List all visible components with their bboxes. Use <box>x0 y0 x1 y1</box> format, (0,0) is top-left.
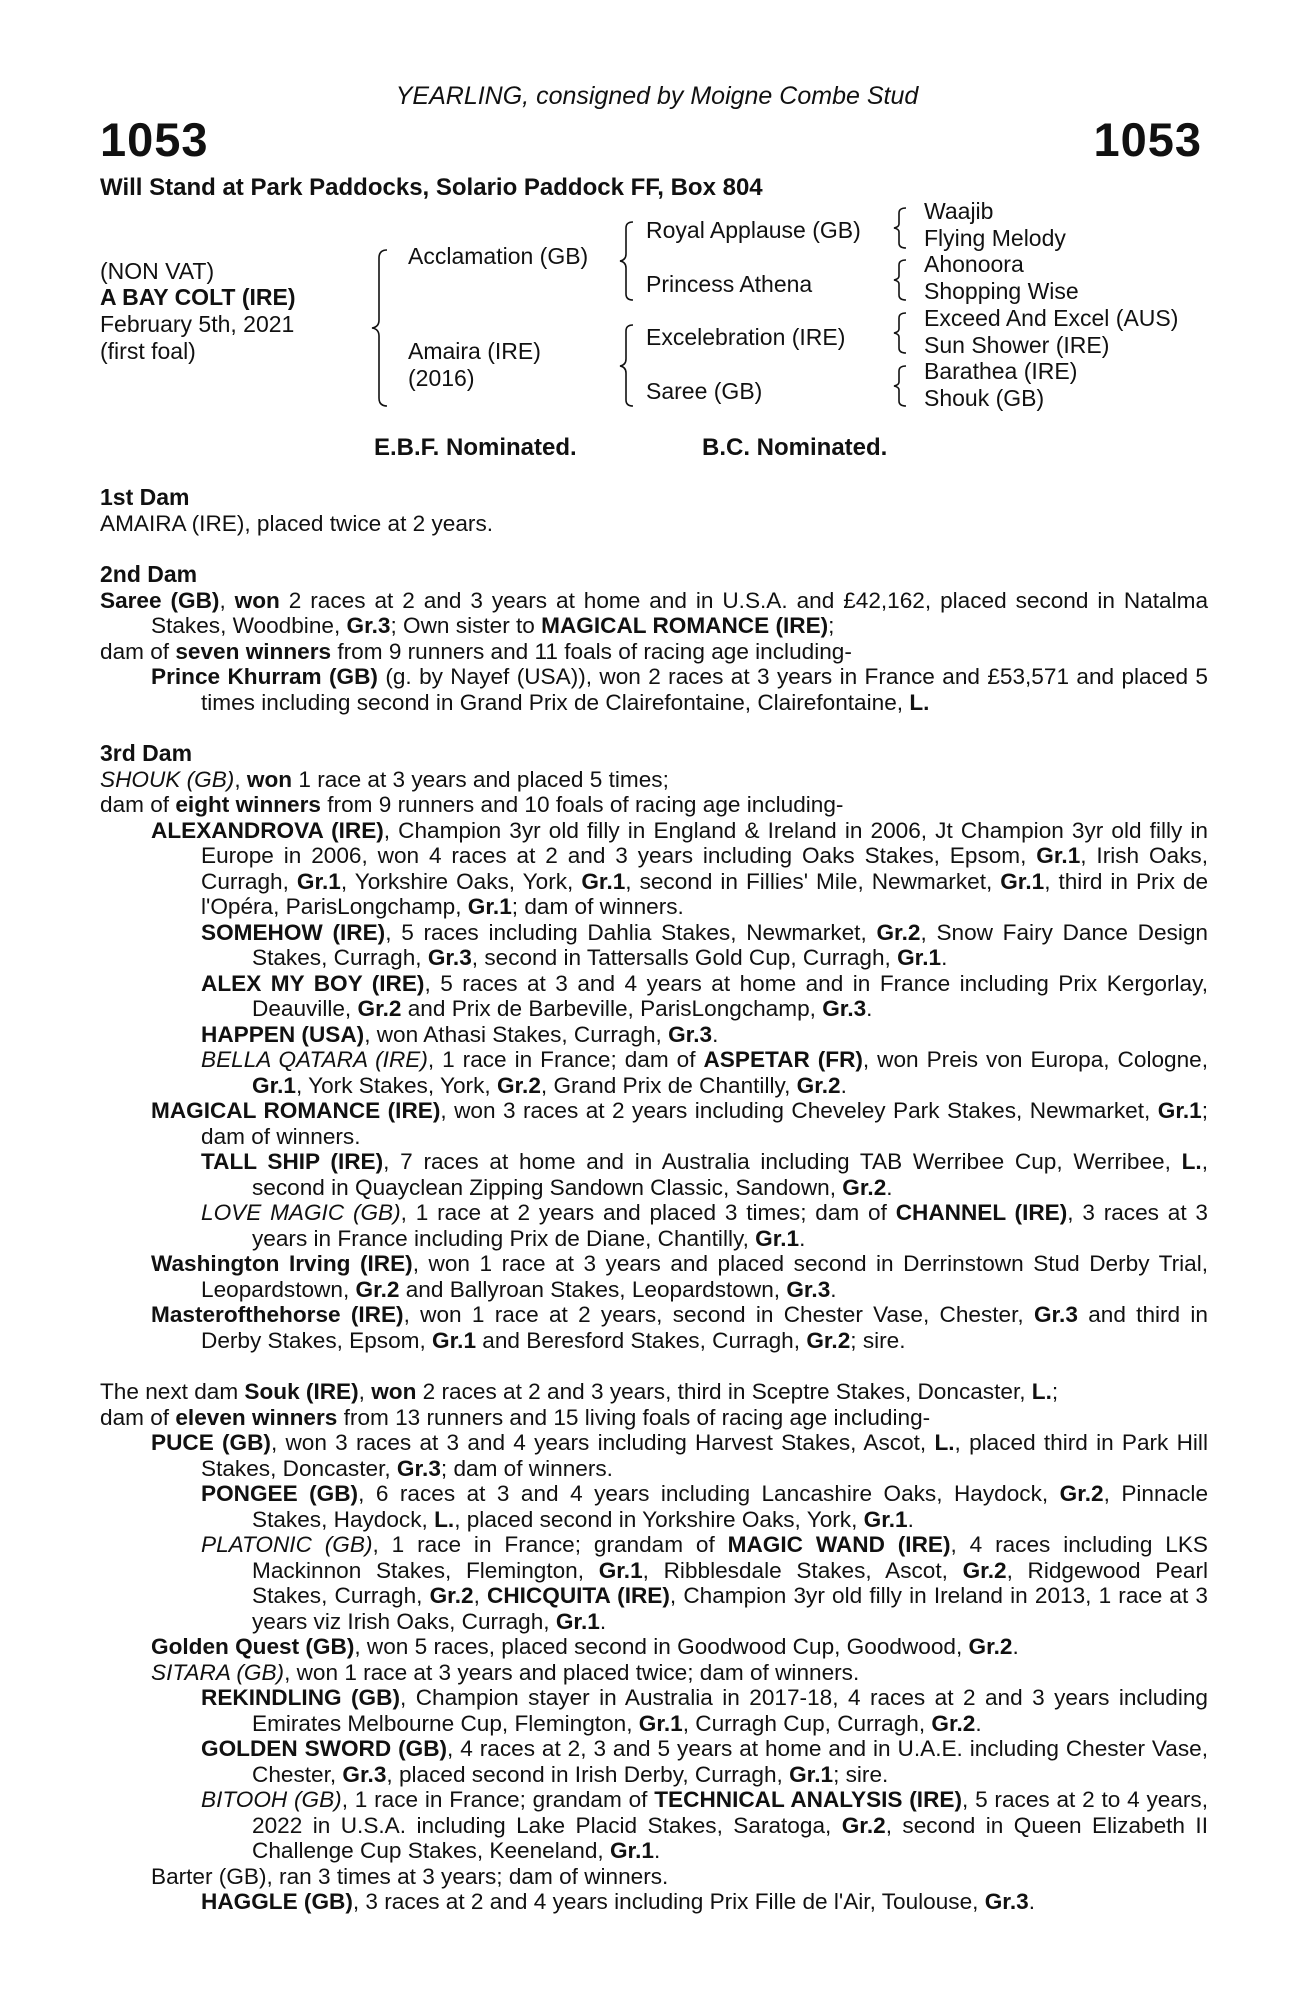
brace-g3-3 <box>892 311 908 355</box>
progeny-platonic: PLATONIC (GB), 1 race in France; grandam of MAGIC WAND (IRE), 4 races including LKS Mackinnon Stakes, Flemington, Gr.1, Ribblesdale Stakes, Ascot, Gr.2, Ridgewood Pearl Stakes, Curragh, Gr.2, CHICQUITA (IRE), Champion 3yr old filly in Ireland in 2013, 1 race at 3 years viz Irish Oaks, Curragh, Gr.1. <box>201 1532 1208 1634</box>
progeny-golden-sword: GOLDEN SWORD (GB), 4 races at 2, 3 and 5 years at home and in U.A.E. including Chester Vase, Chester, Gr.3, placed second in Irish Derby, Curragh, Gr.1; sire. <box>201 1736 1208 1787</box>
brace-g3-4 <box>892 364 908 408</box>
third-dam-progeny: dam of eight winners from 9 runners and 10 foals of racing age including- <box>100 792 844 817</box>
brace-main <box>370 248 390 408</box>
brace-g3-2 <box>892 258 908 302</box>
first-dam-heading: 1st Dam <box>100 484 190 510</box>
next-dam-progeny: dam of eleven winners from 13 runners and 15 living foals of racing age including- <box>100 1404 931 1430</box>
progeny-bella-qatara: BELLA QATARA (IRE), 1 race in France; dam of ASPETAR (FR), won Preis von Europa, Cologne, Gr.1, York Stakes, York, Gr.2, Grand Prix de Chantilly, Gr.2. <box>201 1047 1209 1098</box>
progeny-masterofthehorse: Masterofthehorse (IRE), won 1 race at 2 years, second in Chester Vase, Chester, Gr.3 and third in Derby Stakes, Epsom, Gr.1 and Beresford Stakes, Curragh, Gr.2; sire. <box>151 1302 1208 1353</box>
progeny-golden-quest: Golden Quest (GB), won 5 races, placed second in Goodwood Cup, Goodwood, Gr.2. <box>151 1634 1019 1659</box>
progeny-magical-romance: MAGICAL ROMANCE (IRE), won 3 races at 2 years including Cheveley Park Stakes, Newmarket, Gr.1; dam of winners. <box>151 1098 1208 1149</box>
progeny-tall-ship: TALL SHIP (IRE), 7 races at home and in Australia including TAB Werribee Cup, Werribee, L., second in Quayclean Zipping Sandown Classic, Sandown, Gr.2. <box>201 1149 1208 1200</box>
second-dam-heading: 2nd Dam <box>100 561 198 587</box>
progeny-alexandrova: ALEXANDROVA (IRE), Champion 3yr old filly in England & Ireland in 2006, Jt Champion 3yr old filly in Europe in 2006, won 4 races at 2 and 3 years including Oaks Stakes, Epsom, Gr.1, Irish Oaks, Curragh, Gr.1, Yorkshire Oaks, York, Gr.1, second in Fillies' Mile, Newmarket, Gr.1, third in Prix de l'Opéra, ParisLongchamp, Gr.1; dam of winners. <box>151 817 1209 919</box>
second-dam-entry: Saree (GB), won 2 races at 2 and 3 years at home and in U.S.A. and £42,162, placed second in Natalma Stakes, Woodbine, Gr.3; Own sister to MAGICAL ROMANCE (IRE); <box>100 587 1209 638</box>
progeny-happen: HAPPEN (USA), won Athasi Stakes, Curragh, Gr.3. <box>201 1021 719 1047</box>
third-dam-heading: 3rd Dam <box>100 740 193 766</box>
dam-year: (2016) <box>408 365 475 391</box>
ancestor-waajib: Waajib <box>924 198 994 224</box>
sire-name: Acclamation (GB) <box>408 243 589 269</box>
horse-note: (first foal) <box>100 338 196 364</box>
first-dam-text: AMAIRA (IRE), placed twice at 2 years. <box>100 510 494 536</box>
pedigree-table <box>100 198 1220 438</box>
horse-dob: February 5th, 2021 <box>100 311 295 337</box>
brace-sire <box>618 220 636 302</box>
granddam-1: Princess Athena <box>646 271 813 297</box>
progeny-haggle: HAGGLE (GB), 3 races at 2 and 4 years including Prix Fille de l'Air, Toulouse, Gr.3. <box>201 1889 1035 1914</box>
lot-number-right: 1053 <box>1093 113 1202 166</box>
progeny-puce: PUCE (GB), won 3 races at 3 and 4 years including Harvest Stakes, Ascot, L., placed third in Park Hill Stakes, Doncaster, Gr.3; dam of winners. <box>151 1430 1208 1481</box>
ancestor-barathea: Barathea (IRE) <box>924 358 1078 384</box>
progeny-love-magic: LOVE MAGIC (GB), 1 race at 2 years and placed 3 times; dam of CHANNEL (IRE), 3 races at 3 years in France including Prix de Diane, Chantilly, Gr.1. <box>201 1200 1208 1251</box>
stand-info: Will Stand at Park Paddocks, Solario Paddock FF, Box 804 <box>100 174 763 201</box>
progeny-bitooh: BITOOH (GB), 1 race in France; grandam of TECHNICAL ANALYSIS (IRE), 5 races at 2 to 4 years, 2022 in U.S.A. including Lake Placid Stakes, Saratoga, Gr.2, second in Queen Elizabeth II Challenge Cup Stakes, Keeneland, Gr.1. <box>201 1787 1208 1863</box>
progeny-alex-my-boy: ALEX MY BOY (IRE), 5 races at 3 and 4 years at home and in France including Prix Kergorlay, Deauville, Gr.2 and Prix de Barbeville, ParisLongchamp, Gr.3. <box>201 970 1208 1021</box>
ancestor-ahonoora: Ahonoora <box>924 251 1024 277</box>
grandsire-1: Royal Applause (GB) <box>646 217 861 243</box>
progeny-pongee: PONGEE (GB), 6 races at 3 and 4 years including Lancashire Oaks, Haydock, Gr.2, Pinnacle Stakes, Haydock, L., placed second in Yorkshire Oaks, York, Gr.1. <box>201 1481 1209 1532</box>
progeny-somehow: SOMEHOW (IRE), 5 races including Dahlia Stakes, Newmarket, Gr.2, Snow Fairy Dance Design Stakes, Curragh, Gr.3, second in Tattersalls Gold Cup, Curragh, Gr.1. <box>201 919 1208 970</box>
lot-number-left: 1053 <box>100 113 209 166</box>
ebf-nomination: E.B.F. Nominated. <box>374 434 577 461</box>
ancestor-sun-shower: Sun Shower (IRE) <box>924 332 1110 358</box>
brace-dam <box>618 323 636 408</box>
granddam-2: Saree (GB) <box>646 378 763 404</box>
horse-name: A BAY COLT (IRE) <box>100 284 296 310</box>
bc-nomination: B.C. Nominated. <box>702 434 888 461</box>
ancestor-flying-melody: Flying Melody <box>924 225 1066 251</box>
brace-g3-1 <box>892 206 908 250</box>
next-dam-entry: The next dam Souk (IRE), won 2 races at 2 and 3 years, third in Sceptre Stakes, Doncaster, L.; <box>100 1379 1059 1404</box>
vat-status: (NON VAT) <box>100 258 215 284</box>
dam-name: Amaira (IRE) <box>408 338 541 364</box>
second-dam-progeny: dam of seven winners from 9 runners and 11 foals of racing age including- <box>100 638 852 664</box>
progeny-sitara: SITARA (GB), won 1 race at 3 years and placed twice; dam of winners. <box>151 1659 860 1685</box>
ancestor-shopping-wise: Shopping Wise <box>924 278 1079 304</box>
progeny-rekindling: REKINDLING (GB), Champion stayer in Australia in 2017-18, 4 races at 2 and 3 years including Emirates Melbourne Cup, Flemington, Gr.1, Curragh Cup, Curragh, Gr.2. <box>201 1685 1208 1736</box>
progeny-barter: Barter (GB), ran 3 times at 3 years; dam of winners. <box>151 1863 669 1889</box>
third-dam-entry: SHOUK (GB), won 1 race at 3 years and placed 5 times; <box>100 766 669 792</box>
ancestor-shouk: Shouk (GB) <box>924 385 1045 411</box>
catalogue-body <box>100 485 1208 1915</box>
ancestor-exceed-and-excel: Exceed And Excel (AUS) <box>924 305 1179 331</box>
grandsire-2: Excelebration (IRE) <box>646 324 846 350</box>
progeny-prince-khurram: Prince Khurram (GB) (g. by Nayef (USA)), won 2 races at 3 years in France and £53,571 and placed 5 times including second in Grand Prix de Clairefontaine, Clairefontaine, L. <box>151 664 1208 715</box>
progeny-washington-irving: Washington Irving (IRE), won 1 race at 3 years and placed second in Derrinstown Stud Derby Trial, Leopardstown, Gr.2 and Ballyroan Stakes, Leopardstown, Gr.3. <box>151 1251 1208 1302</box>
consignor-line: YEARLING, consigned by Moigne Combe Stud <box>395 82 919 110</box>
